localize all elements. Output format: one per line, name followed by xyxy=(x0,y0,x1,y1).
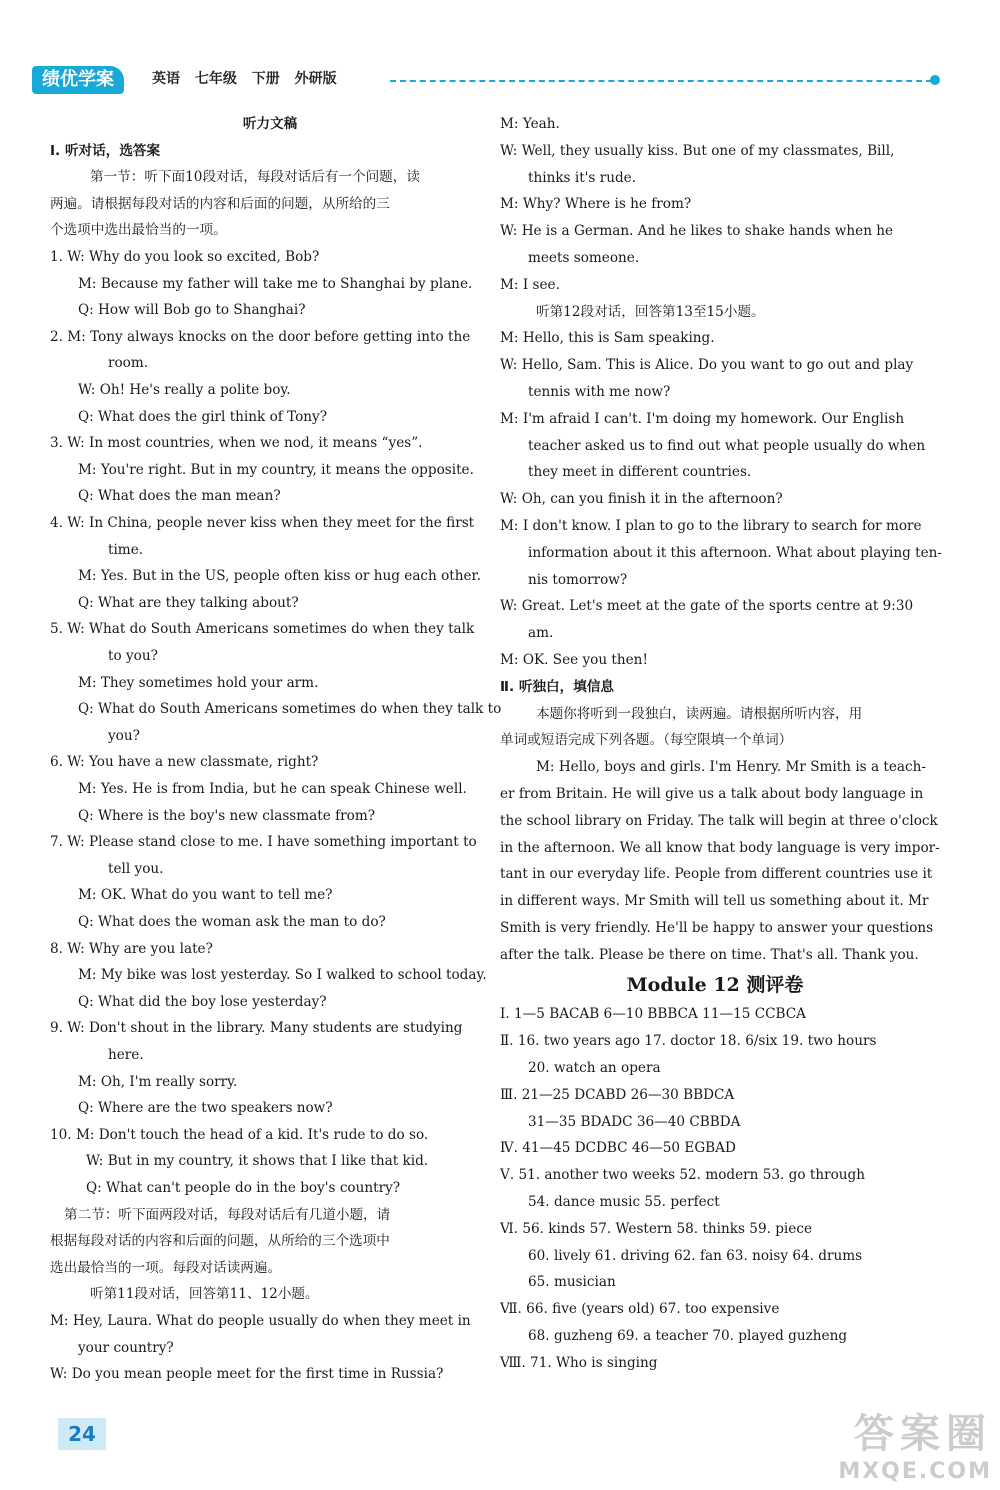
text-line: Ⅵ. 56. kinds 57. Western 58. thinks 59. piece xyxy=(500,1220,812,1237)
text-line: M: Yeah. xyxy=(500,116,560,132)
text-line: 单词或短语完成下列各题。（每空限填一个单词） xyxy=(500,732,793,749)
text-line: W: He is a German. And he likes to shake hands when he xyxy=(500,223,894,240)
text-line: M: Hey, Laura. What do people usually do when they meet in xyxy=(50,1313,471,1329)
watermark-text: 答案圈 xyxy=(854,1411,992,1457)
text-line: your country? xyxy=(78,1339,174,1356)
text-line: Ⅶ. 66. five (years old) 67. too expensive xyxy=(500,1301,780,1318)
text-line: M: My bike was lost yesterday. So I walked to school today. xyxy=(78,967,487,984)
text-line: they meet in different countries. xyxy=(528,464,752,481)
text-line: information about it this afternoon. What about playing ten- xyxy=(528,544,943,561)
text-line: 68. guzheng 69. a teacher 70. played guzheng xyxy=(528,1328,848,1344)
term-label: 下册 xyxy=(251,71,280,87)
page-number: 24 xyxy=(58,1418,106,1450)
brand-logo: 绩优学案 xyxy=(32,66,124,94)
breadcrumb xyxy=(152,68,347,88)
text-line: W: Hello, Sam. This is Alice. Do you want to go out and play xyxy=(500,357,914,374)
text-line: 60. lively 61. driving 62. fan 63. noisy 64. drums xyxy=(528,1247,863,1264)
text-line: Q: What did the boy lose yesterday? xyxy=(78,993,327,1010)
watermark-url: MXQE.COM xyxy=(838,1459,992,1484)
text-line: in different ways. Mr Smith will tell us something about it. Mr xyxy=(500,893,929,910)
text-line: 2. M: Tony always knocks on the door before getting into the xyxy=(50,328,471,345)
text-line: Ⅴ. 51. another two weeks 52. modern 53. go through xyxy=(500,1167,865,1184)
text-line: M: Yes. But in the US, people often kiss or hug each other. xyxy=(78,568,481,585)
text-line: M: Why? Where is he from? xyxy=(500,196,692,213)
text-line: after the talk. Please be there on time. That's all. Thank you. xyxy=(500,946,919,963)
text-line: W: Well, they usually kiss. But one of my classmates, Bill, xyxy=(500,142,895,159)
text-line: Ⅱ. 16. two years ago 17. doctor 18. 6/six 19. two hours xyxy=(500,1033,877,1050)
text-line: M: I'm afraid I can't. I'm doing my homework. Our English xyxy=(500,410,905,427)
text-line: 3. W: In most countries, when we nod, it means “yes”. xyxy=(50,435,423,452)
text-line: er from Britain. He will give us a talk about body language in xyxy=(500,786,924,802)
text-line: M: I see. xyxy=(500,276,560,293)
text-line: tell you. xyxy=(108,860,164,877)
section-title: 听力文稿 xyxy=(242,116,298,132)
text-line: Q: What does the woman ask the man to do? xyxy=(78,914,386,930)
text-line: 1. W: Why do you look so excited, Bob? xyxy=(50,249,320,265)
text-line: 根据每段对话的内容和后面的问题，从所给的三个选项中 xyxy=(50,1233,390,1250)
text-line: 65. musician xyxy=(528,1274,616,1291)
text-line: 8. W: Why are you late? xyxy=(50,940,213,957)
text-line: 54. dance music 55. perfect xyxy=(528,1194,720,1210)
text-line: 4. W: In China, people never kiss when they meet for the first xyxy=(50,515,475,531)
text-line: Q: What are they talking about? xyxy=(78,594,299,611)
text-line: 5. W: What do South Americans sometimes do when they talk xyxy=(50,621,475,638)
text-line: Ⅰ. 1—5 BACAB 6—10 BBBCA 11—15 CCBCA xyxy=(500,1006,806,1023)
text-line: M: Oh, I'm really sorry. xyxy=(78,1073,238,1090)
text-line: Q: Where are the two speakers now? xyxy=(78,1100,333,1117)
text-line: 听第12段对话，回答第13至15小题。 xyxy=(536,303,765,320)
text-line: W: Oh! He's really a polite boy. xyxy=(78,382,291,398)
text-line: time. xyxy=(108,541,144,558)
text-line: Q: What does the man mean? xyxy=(78,488,281,505)
grade-label: 七年级 xyxy=(194,71,237,87)
text-line: Q: How will Bob go to Shanghai? xyxy=(78,302,306,319)
text-line: M: Hello, this is Sam speaking. xyxy=(500,330,715,347)
text-line: W: Great. Let's meet at the gate of the sports centre at 9:30 xyxy=(500,598,914,615)
text-line: you? xyxy=(108,727,140,744)
text-line: the school library on Friday. The talk will begin at three o'clock xyxy=(500,812,938,829)
text-line: 9. W: Don't shout in the library. Many students are studying xyxy=(50,1020,463,1037)
text-line: 两遍。请根据每段对话的内容和后面的问题，从所给的三 xyxy=(50,195,390,212)
text-line: room. xyxy=(108,355,149,372)
text-line: 6. W: You have a new classmate, right? xyxy=(50,754,319,771)
text-line: M: Because my father will take me to Shanghai by plane. xyxy=(78,275,473,292)
text-line: 10. M: Don't touch the head of a kid. It's rude to do so. xyxy=(50,1126,429,1143)
text-line: 20. watch an opera xyxy=(528,1060,661,1076)
text-line: 选出最恰当的一项。每段对话读两遍。 xyxy=(50,1259,282,1276)
text-line: thinks it's rude. xyxy=(528,169,637,186)
text-line: Q: What does the girl think of Tony? xyxy=(78,408,328,425)
text-line: M: Yes. He is from India, but he can speak Chinese well. xyxy=(78,781,467,797)
text-line: M: I don't know. I plan to go to the library to search for more xyxy=(500,518,922,534)
text-line: M: You're right. But in my country, it means the opposite. xyxy=(78,461,474,478)
text-line: Q: What can't people do in the boy's country? xyxy=(86,1180,401,1196)
text-line: M: Hello, boys and girls. I'm Henry. Mr Smith is a teach- xyxy=(536,759,926,776)
text-line: Ⅳ. 41—45 DCDBC 46—50 EGBAD xyxy=(500,1140,736,1157)
text-line: 第二节：听下面两段对话，每段对话后有几道小题，请 xyxy=(64,1206,391,1223)
text-line: tant in our everyday life. People from different countries use it xyxy=(500,866,933,883)
text-line: Q: Where is the boy's new classmate from? xyxy=(78,807,375,824)
text-line: teacher asked us to find out what people usually do when xyxy=(528,437,926,454)
text-line: 本题你将听到一段独白，读两遍。请根据所听内容，用 xyxy=(536,705,863,722)
watermark xyxy=(838,1402,992,1484)
text-line: 31—35 BDADC 36—40 CBBDA xyxy=(528,1113,741,1130)
text-line: nis tomorrow? xyxy=(528,571,628,588)
text-line: Ⅲ. 21—25 DCABD 26—30 BBDCA xyxy=(500,1086,735,1103)
text-line: Q: What do South Americans sometimes do when they talk to xyxy=(78,701,502,718)
header-dot xyxy=(930,75,940,85)
text-line: M: OK. See you then! xyxy=(500,652,648,668)
text-line: in the afternoon. We all know that body language is very impor- xyxy=(500,839,940,856)
text-line: Ⅷ. 71. Who is singing xyxy=(500,1354,658,1371)
page-header xyxy=(22,66,942,96)
text-line: M: They sometimes hold your arm. xyxy=(78,674,319,691)
text-line: am. xyxy=(528,625,554,642)
header-divider xyxy=(390,80,932,82)
text-line: W: Do you mean people meet for the first time in Russia? xyxy=(50,1366,444,1383)
section-heading: Ⅰ. 听对话，选答案 xyxy=(50,142,161,159)
text-line: 个选项中选出最恰当的一项。 xyxy=(50,222,227,239)
text-line: 第一节：听下面10段对话，每段对话后有一个问题，读 xyxy=(90,169,420,186)
text-line: W: Oh, can you finish it in the afternoon? xyxy=(500,491,783,508)
text-line: to you? xyxy=(108,648,158,664)
text-line: here. xyxy=(108,1047,144,1063)
section-heading: Ⅱ. 听独白，填信息 xyxy=(500,678,615,695)
text-line: Smith is very friendly. He'll be happy to answer your questions xyxy=(500,920,934,936)
text-line: W: But in my country, it shows that I like that kid. xyxy=(86,1153,429,1170)
text-line: 听第11段对话，回答第11、12小题。 xyxy=(90,1286,319,1303)
text-line: 7. W: Please stand close to me. I have something important to xyxy=(50,834,477,851)
module-title: Module 12 测评卷 xyxy=(626,973,804,996)
edition-label: 外研版 xyxy=(294,71,337,87)
text-line: M: OK. What do you want to tell me? xyxy=(78,887,333,904)
text-line: meets someone. xyxy=(528,250,640,266)
subject-label: 英语 xyxy=(152,71,180,87)
text-line: tennis with me now? xyxy=(528,384,671,400)
